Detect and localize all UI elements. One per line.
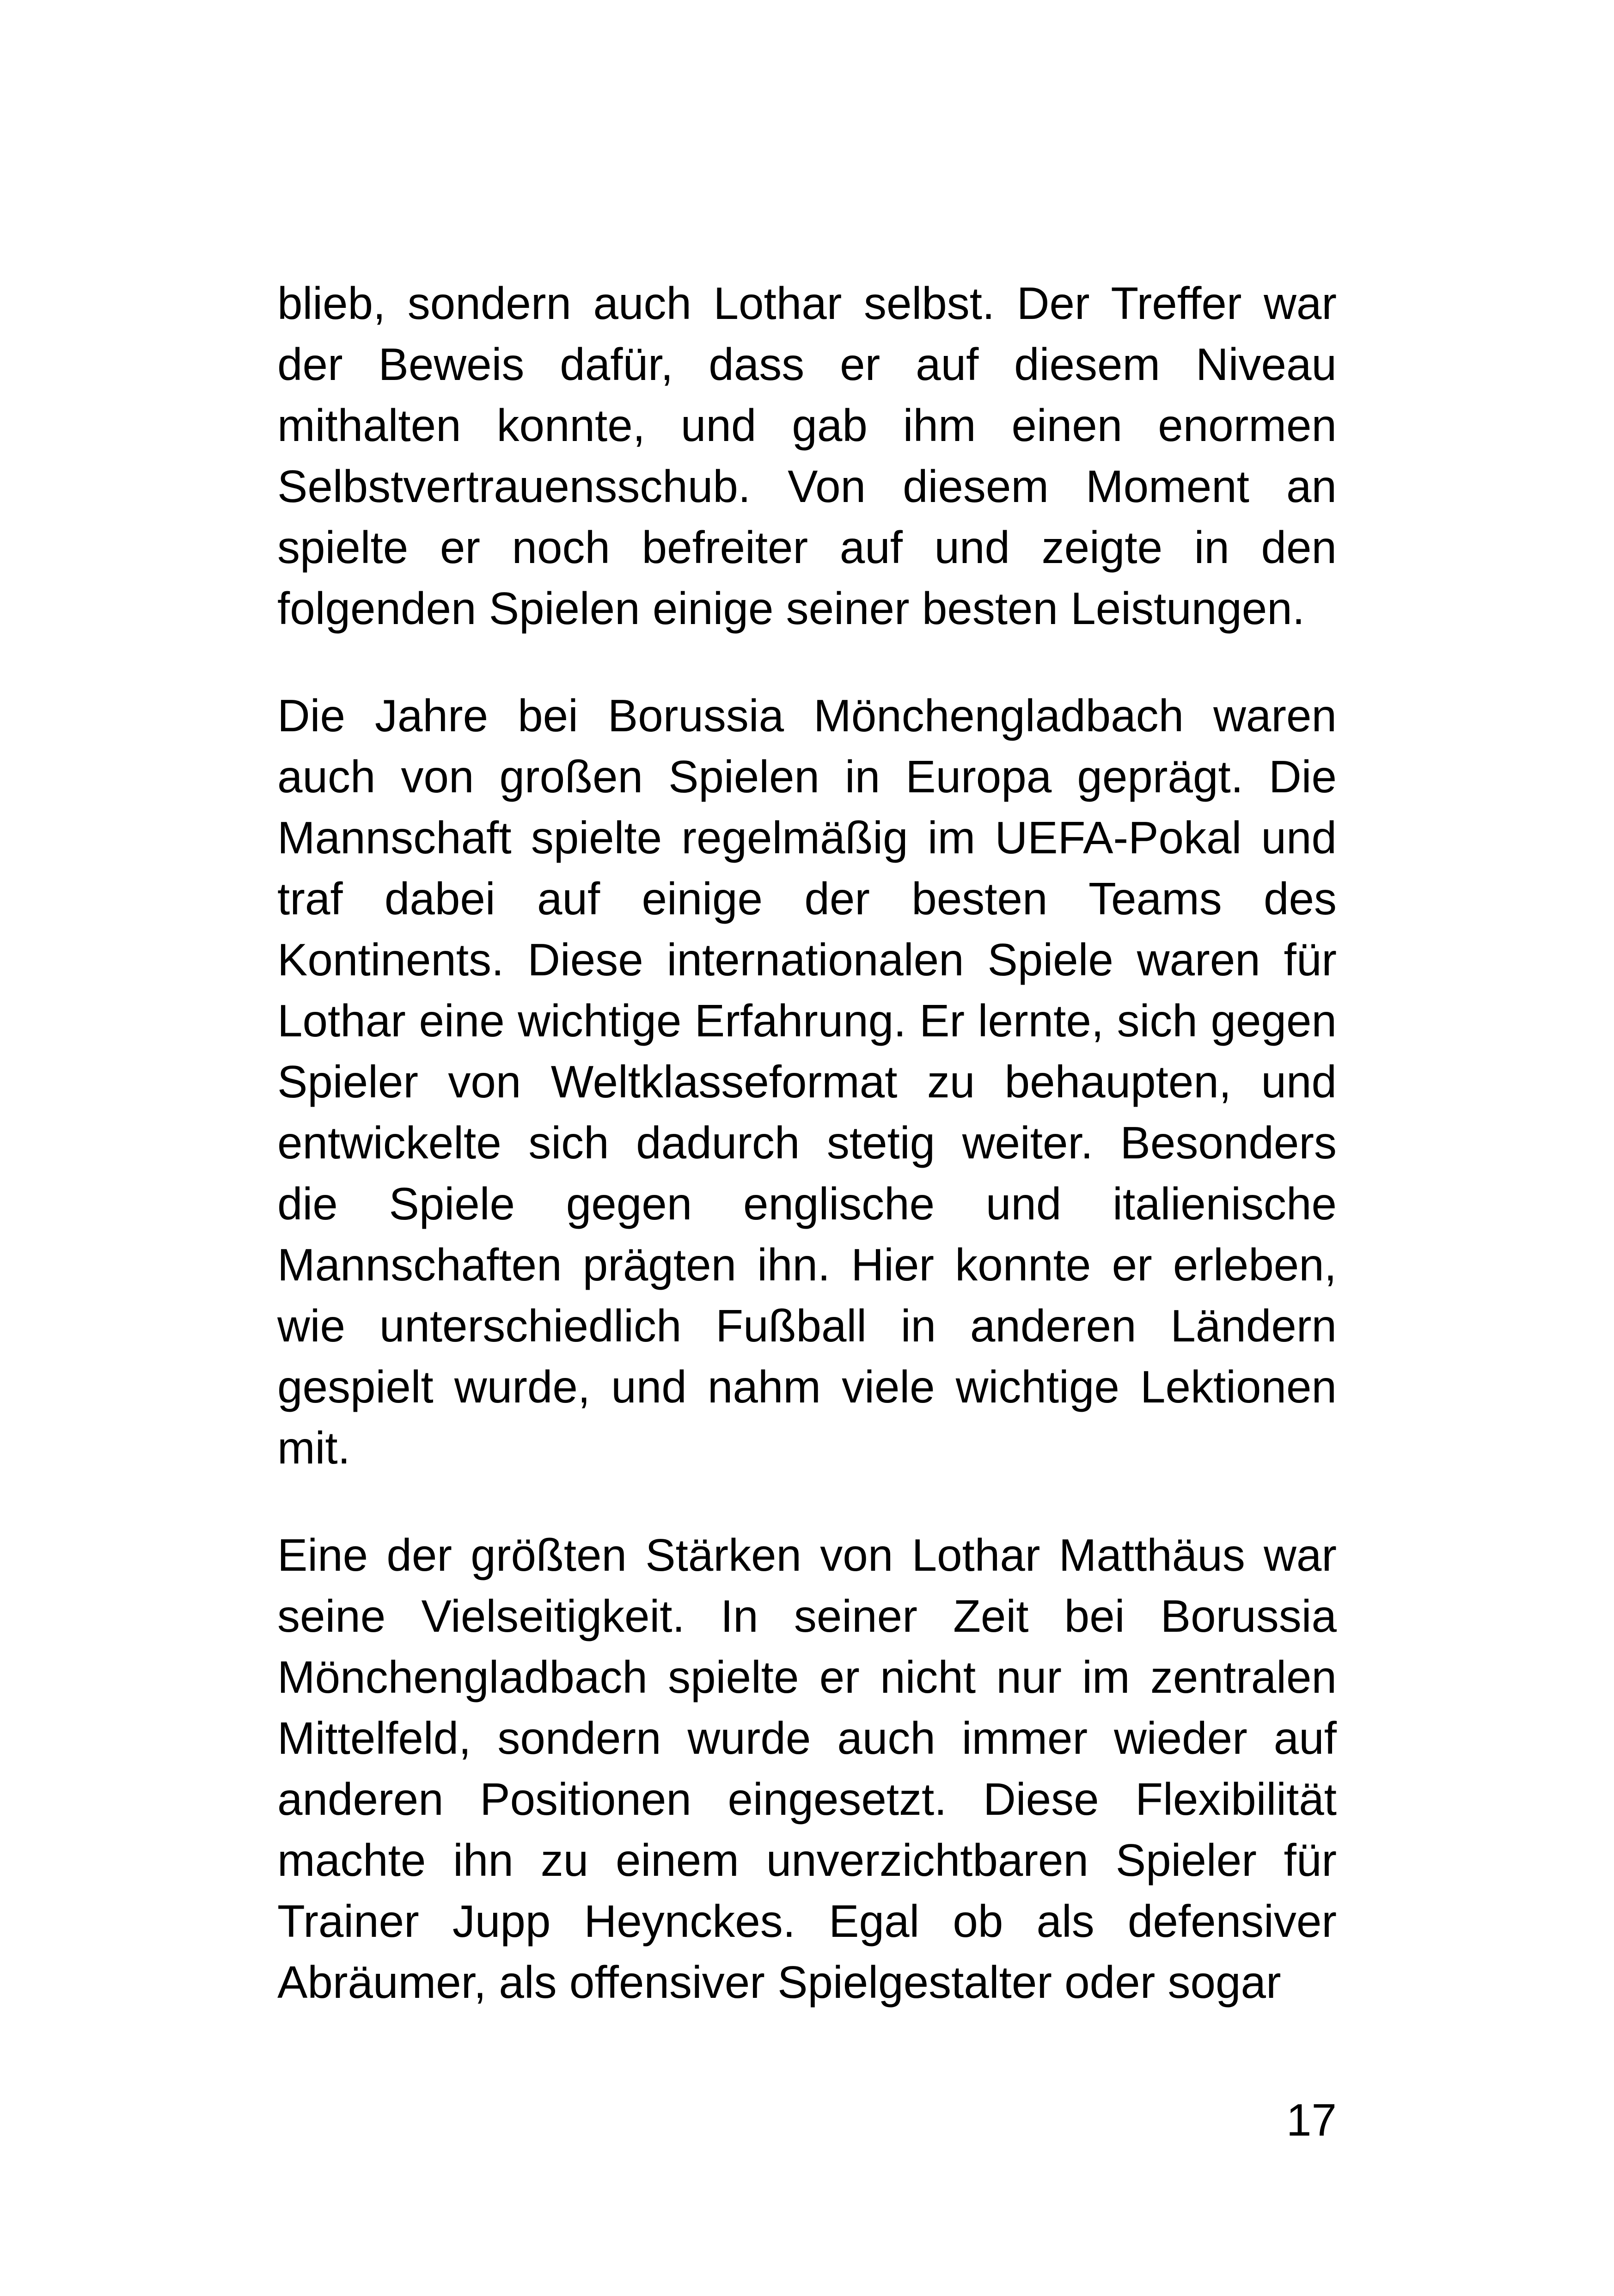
paragraph-3: Eine der größten Stärken von Lothar Matthäus war seine Vielseitigkeit. In seiner Zeit bei Borussia Mönchengladbach spielte er nicht nur im zentralen Mittelfeld, sondern wurde auch immer wieder auf anderen Positionen eingesetzt. Diese Flexibilität machte ihn zu einem unverzichtbaren Spieler für Trainer Jupp Heynckes. Egal ob als defensiver Abräumer, als offensiver Spielgestalter oder sogar: [277, 1530, 1337, 2008]
page-number: 17: [1286, 2094, 1337, 2145]
paragraph-2: Die Jahre bei Borussia Mönchengladbach waren auch von großen Spielen in Europa geprägt. Die Mannschaft spielte regelmäßig im UEFA-Pokal und traf dabei auf einige der besten Teams des Kontinents. Diese internationalen Spiele waren für Lothar eine wichtige Erfahrung. Er lernte, sich gegen Spieler von Weltklasseformat zu behaupten, und entwickelte sich dadurch stetig weiter. Besonders die Spiele gegen englische und italienische Mannschaften prägten ihn. Hier konnte er erleben, wie unterschiedlich Fußball in anderen Ländern gespielt wurde, und nahm viele wichtige Lektionen mit.: [277, 690, 1337, 1473]
body-text: [277, 273, 1337, 2013]
paragraph-1: blieb, sondern auch Lothar selbst. Der Treffer war der Beweis dafür, dass er auf diesem Niveau mithalten konnte, und gab ihm einen enormen Selbstvertrauensschub. Von diesem Moment an spielte er noch befreiter auf und zeigte in den folgenden Spielen einige seiner besten Leistungen.: [277, 278, 1337, 634]
